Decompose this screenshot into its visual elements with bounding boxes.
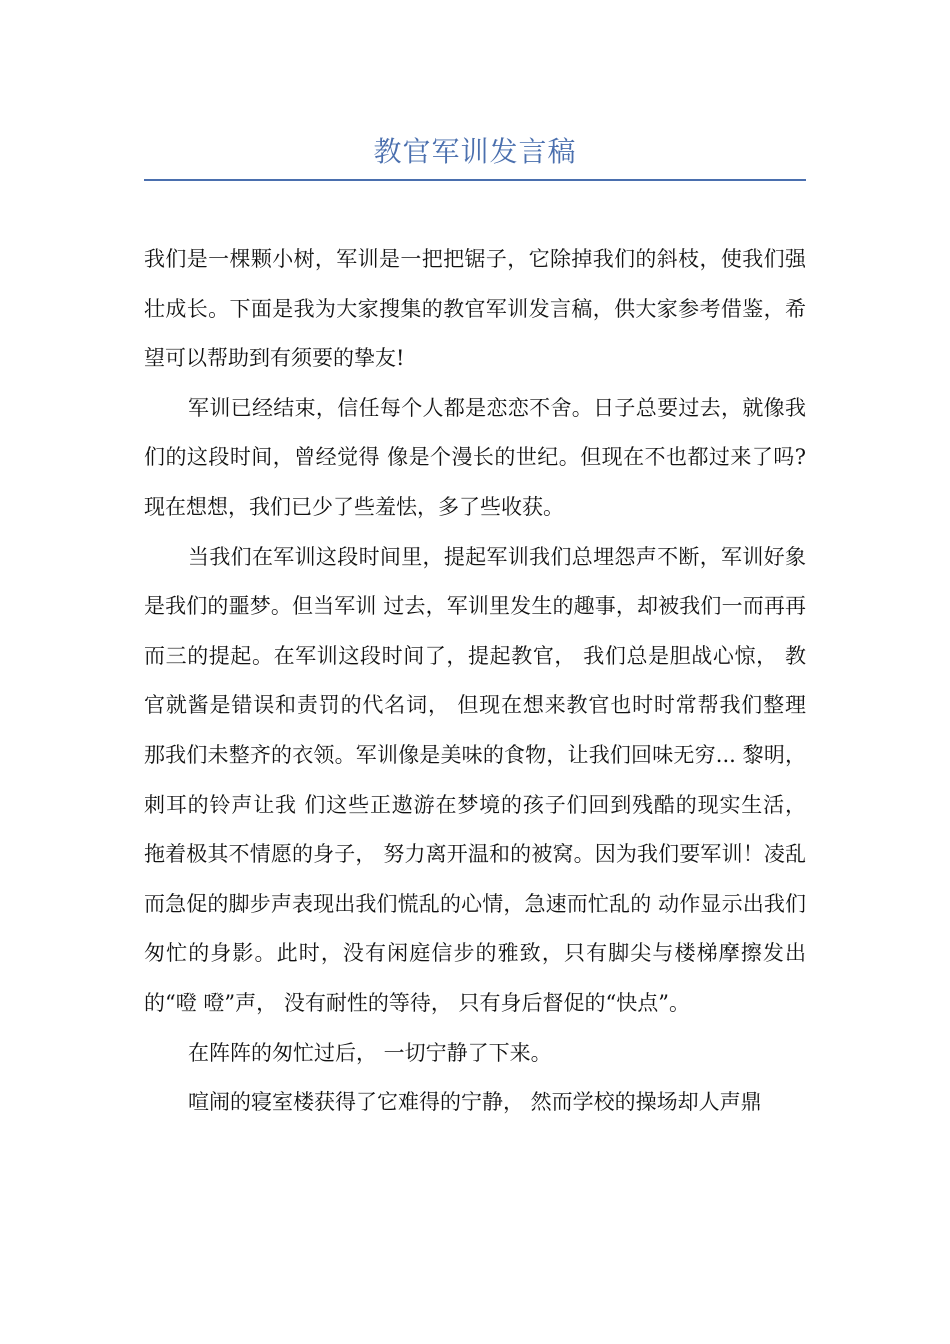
paragraph-calm: 在阵阵的匆忙过后， 一切宁静了下来。 — [188, 1040, 552, 1065]
title-underline — [144, 179, 806, 181]
paragraph-training-memories: 当我们在军训这段时间里，提起军训我们总埋怨声不断，军训好象是我们的噩梦。但当军训 过去，军训里发生的趣事，却被我们一而再再而三的提起。在军训这段时间了，提起教官， 我们总是胆战心惊， 教官就酱是错误和责罚的代名词， 但现在想来教官也时时常帮我们整理 那我们未整齐的衣领。军训像是美味的食物，让我们回味无穷... 黎明，刺耳的铃声让我 们这些正遨游在梦境的孩子们回到残酷的现实生活， 拖着极其不情愿的身子， 努力离开温和的被窝。因为我们要军训！凌乱而急促的脚步声表现出我们慌乱的心情，急速而忙乱的 动作显示出我们匆忙的身影。此时，没有闲庭信步的雅致，只有脚尖与楼梯摩擦发出的“噔 噔”声， 没有耐性的等待， 只有身后督促的“快点”。 — [144, 544, 806, 1015]
paragraph-dorm-quiet: 喧闹的寝室楼获得了它难得的宁静， 然而学校的操场却人声鼎 — [188, 1090, 762, 1115]
paragraph-training-ended: 军训已经结束，信任每个人都是恋恋不舍。日子总要过去，就像我们的这段时间，曾经觉得 像是个漫长的世纪。但现在不也都过来了吗?现在想想，我们已少了些羞怯，多了些收获。 — [144, 395, 806, 519]
paragraph-intro: 我们是一棵颗小树，军训是一把把锯子，它除掉我们的斜枝，使我们强壮成长。下面是我为大家搜集的教官军训发言稿，供大家参考借鉴，希望可以帮助到有须要的挚友! — [144, 247, 806, 371]
document-title: 教官军训发言稿 — [373, 135, 577, 168]
document-body — [144, 235, 806, 1128]
